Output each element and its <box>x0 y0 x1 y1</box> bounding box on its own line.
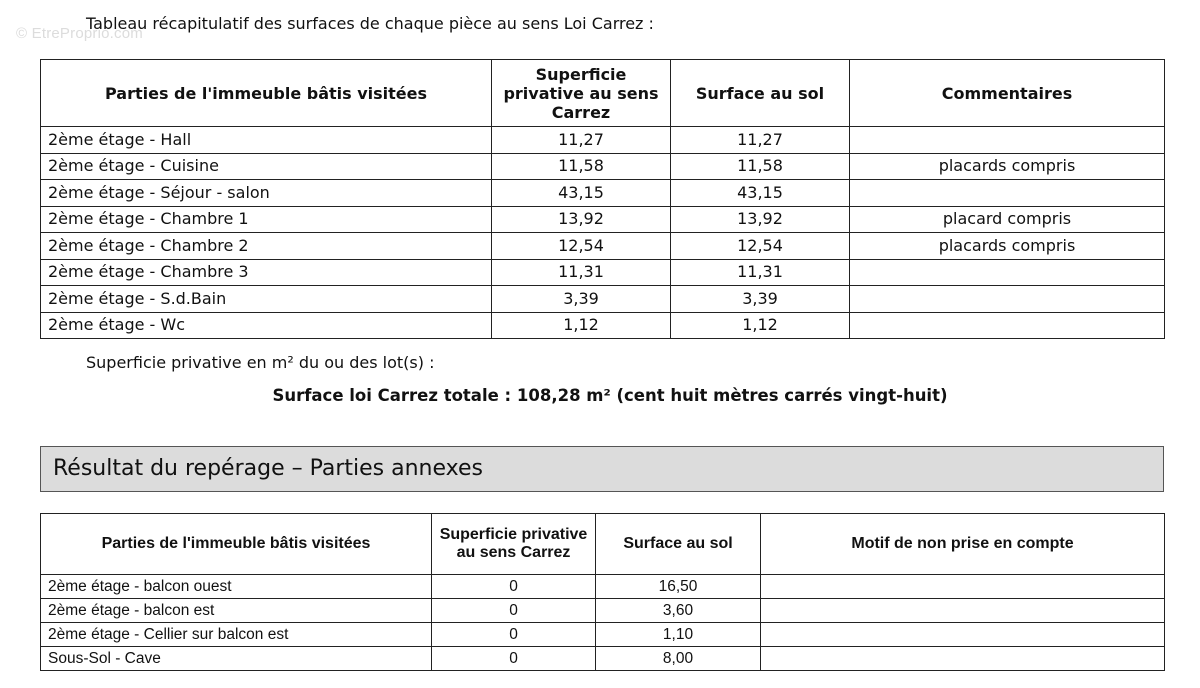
cell-superficie-carrez: 0 <box>432 647 596 671</box>
cell-surface-sol: 1,10 <box>596 623 761 647</box>
cell-surface-sol: 12,54 <box>671 233 850 260</box>
cell-superficie-carrez: 43,15 <box>492 180 671 207</box>
header-superficie-carrez: Superficie privative au sens Carrez <box>492 60 671 127</box>
cell-partie: Sous-Sol - Cave <box>41 647 432 671</box>
table-row <box>41 599 1165 623</box>
header-surface-sol: Surface au sol <box>596 514 761 575</box>
cell-partie: 2ème étage - Wc <box>41 312 492 339</box>
cell-superficie-carrez: 0 <box>432 575 596 599</box>
cell-commentaire: placard compris <box>850 206 1165 233</box>
annex-parts-table <box>40 513 1165 671</box>
cell-motif <box>761 599 1165 623</box>
cell-commentaire <box>850 180 1165 207</box>
watermark: © EtreProprio.com <box>16 25 143 42</box>
cell-commentaire <box>850 127 1165 154</box>
cell-surface-sol: 13,92 <box>671 206 850 233</box>
cell-superficie-carrez: 13,92 <box>492 206 671 233</box>
table-row <box>41 206 1165 233</box>
cell-surface-sol: 11,31 <box>671 259 850 286</box>
header-parties: Parties de l'immeuble bâtis visitées <box>41 514 432 575</box>
cell-superficie-carrez: 12,54 <box>492 233 671 260</box>
superficie-privative-label: Superficie privative en m² du ou des lot(s) : <box>86 353 435 372</box>
header-motif: Motif de non prise en compte <box>761 514 1165 575</box>
cell-superficie-carrez: 1,12 <box>492 312 671 339</box>
cell-surface-sol: 8,00 <box>596 647 761 671</box>
cell-partie: 2ème étage - Chambre 2 <box>41 233 492 260</box>
table-row <box>41 623 1165 647</box>
table-row <box>41 180 1165 207</box>
cell-superficie-carrez: 0 <box>432 623 596 647</box>
header-commentaires: Commentaires <box>850 60 1165 127</box>
cell-superficie-carrez: 3,39 <box>492 286 671 313</box>
table-row <box>41 153 1165 180</box>
intro-text: Tableau récapitulatif des surfaces de chaque pièce au sens Loi Carrez : <box>86 14 654 33</box>
cell-surface-sol: 11,58 <box>671 153 850 180</box>
cell-surface-sol: 3,60 <box>596 599 761 623</box>
cell-surface-sol: 16,50 <box>596 575 761 599</box>
cell-superficie-carrez: 11,27 <box>492 127 671 154</box>
cell-commentaire: placards compris <box>850 233 1165 260</box>
cell-motif <box>761 575 1165 599</box>
cell-partie: 2ème étage - Hall <box>41 127 492 154</box>
table-row <box>41 575 1165 599</box>
cell-partie: 2ème étage - Cuisine <box>41 153 492 180</box>
carrez-surfaces-table <box>40 59 1165 339</box>
table-header-row <box>41 514 1165 575</box>
cell-partie: 2ème étage - balcon est <box>41 599 432 623</box>
cell-partie: 2ème étage - Séjour - salon <box>41 180 492 207</box>
cell-commentaire: placards compris <box>850 153 1165 180</box>
cell-surface-sol: 11,27 <box>671 127 850 154</box>
cell-commentaire <box>850 286 1165 313</box>
cell-superficie-carrez: 11,58 <box>492 153 671 180</box>
table-header-row <box>41 60 1165 127</box>
cell-motif <box>761 623 1165 647</box>
cell-commentaire <box>850 259 1165 286</box>
cell-partie: 2ème étage - Chambre 1 <box>41 206 492 233</box>
cell-superficie-carrez: 0 <box>432 599 596 623</box>
cell-surface-sol: 43,15 <box>671 180 850 207</box>
cell-partie: 2ème étage - S.d.Bain <box>41 286 492 313</box>
header-surface-sol: Surface au sol <box>671 60 850 127</box>
cell-superficie-carrez: 11,31 <box>492 259 671 286</box>
cell-partie: 2ème étage - Chambre 3 <box>41 259 492 286</box>
table-row <box>41 233 1165 260</box>
section-title-parties-annexes: Résultat du repérage – Parties annexes <box>40 446 1164 492</box>
total-surface-carrez: Surface loi Carrez totale : 108,28 m² (cent huit mètres carrés vingt-huit) <box>272 386 948 405</box>
cell-surface-sol: 3,39 <box>671 286 850 313</box>
cell-motif <box>761 647 1165 671</box>
cell-surface-sol: 1,12 <box>671 312 850 339</box>
table-row <box>41 312 1165 339</box>
table-row <box>41 647 1165 671</box>
table-row <box>41 127 1165 154</box>
table-row <box>41 286 1165 313</box>
cell-commentaire <box>850 312 1165 339</box>
cell-partie: 2ème étage - balcon ouest <box>41 575 432 599</box>
cell-partie: 2ème étage - Cellier sur balcon est <box>41 623 432 647</box>
table-row <box>41 259 1165 286</box>
header-superficie-carrez: Superficie privative au sens Carrez <box>432 514 596 575</box>
header-parties: Parties de l'immeuble bâtis visitées <box>41 60 492 127</box>
